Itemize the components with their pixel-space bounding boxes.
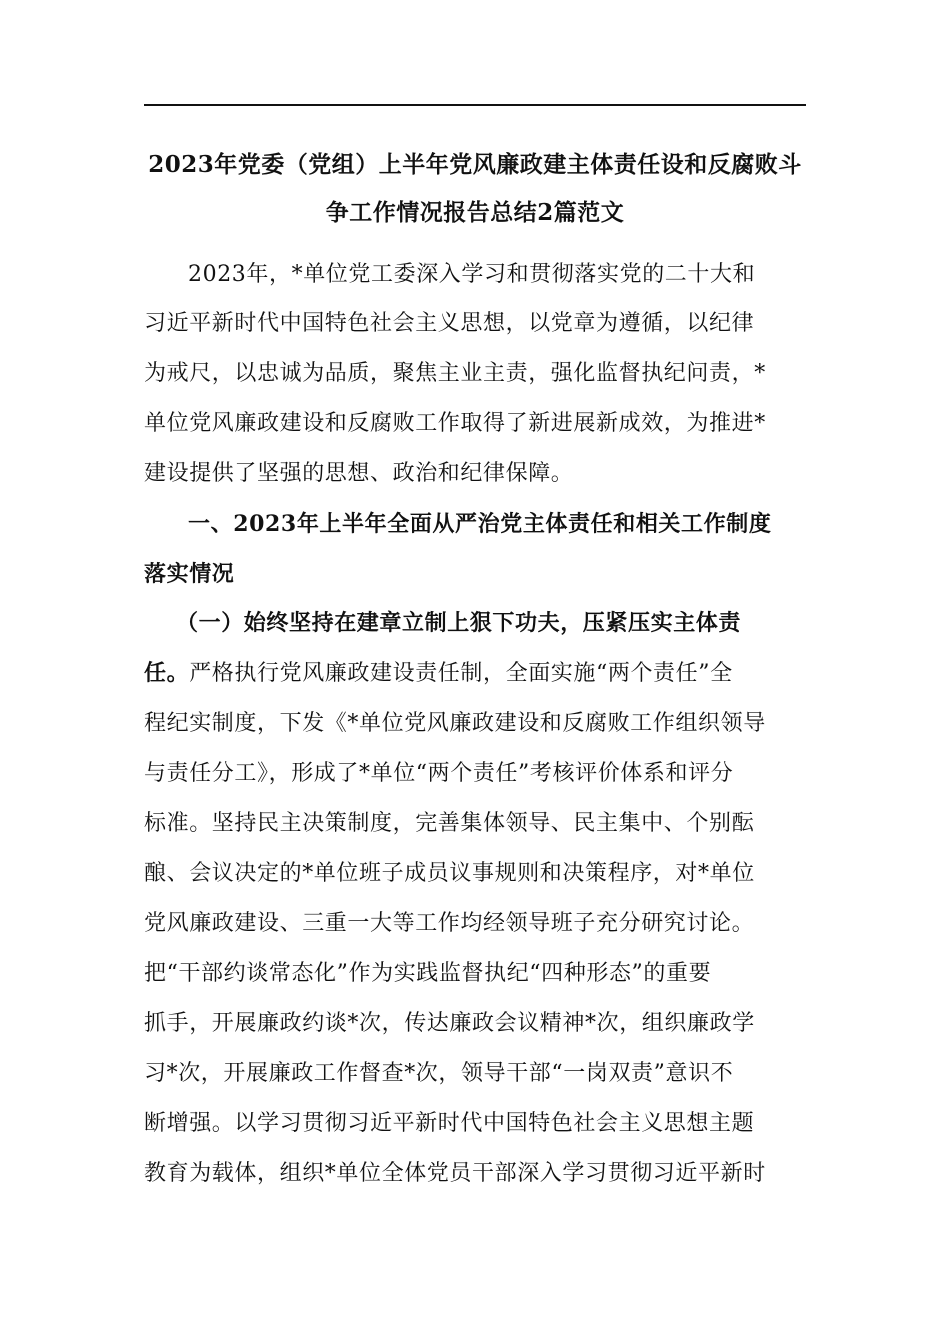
section-heading-1-line-2: 落实情况 <box>144 561 235 587</box>
body-line-2: 程纪实制度，下发《*单位党风廉政建设和反腐败工作组织领导 <box>144 711 766 736</box>
body-line-8: 抓手，开展廉政约谈*次，传达廉政会议精神*次，组织廉政学 <box>144 1011 755 1036</box>
intro-line-4: 单位党风廉政建设和反腐败工作取得了新进展新成效，为推进* <box>144 411 766 436</box>
body-line-9: 习*次，开展廉政工作督查*次，领导干部“一岗双责”意识不 <box>144 1061 734 1086</box>
header-rule <box>144 104 806 106</box>
document-title-line-1: 2023年党委（党组）上半年党风廉政建主体责任设和反腐败斗 <box>148 151 802 178</box>
document-title-line-2: 争工作情况报告总结2篇范文 <box>325 199 625 226</box>
body-line-11: 教育为载体，组织*单位全体党员干部深入学习贯彻习近平新时 <box>144 1161 766 1186</box>
body-line-1-text: 严格执行党风廉政建设责任制，全面实施“两个责任”全 <box>189 661 733 686</box>
subsection-heading-1: （一）始终坚持在建章立制上狠下功夫，压紧压实主体责 <box>176 610 742 636</box>
intro-line-2: 习近平新时代中国特色社会主义思想，以党章为遵循，以纪律 <box>144 311 755 336</box>
body-line-7: 把“干部约谈常态化”作为实践监督执纪“四种形态”的重要 <box>144 961 712 986</box>
body-line-4: 标准。坚持民主决策制度，完善集体领导、民主集中、个别酝 <box>144 811 755 836</box>
body-line-10: 断增强。以学习贯彻习近平新时代中国特色社会主义思想主题 <box>144 1111 755 1136</box>
body-line-3: 与责任分工》，形成了*单位“两个责任”考核评价体系和评分 <box>144 761 734 786</box>
body-line-1 <box>144 656 806 687</box>
body-line-5: 酿、会议决定的*单位班子成员议事规则和决策程序，对*单位 <box>144 861 755 886</box>
intro-line-5: 建设提供了坚强的思想、政治和纪律保障。 <box>144 461 574 486</box>
body-line-6: 党风廉政建设、三重一大等工作均经领导班子充分研究讨论。 <box>144 911 755 936</box>
subsection-heading-1-end: 任。 <box>144 660 190 686</box>
intro-line-1: 2023年，*单位党工委深入学习和贯彻落实党的二十大和 <box>188 262 756 287</box>
section-heading-1-line-1: 一、2023年上半年全面从严治党主体责任和相关工作制度 <box>188 511 772 537</box>
intro-line-3: 为戒尺，以忠诚为品质，聚焦主业主责，强化监督执纪问责，* <box>144 361 766 386</box>
